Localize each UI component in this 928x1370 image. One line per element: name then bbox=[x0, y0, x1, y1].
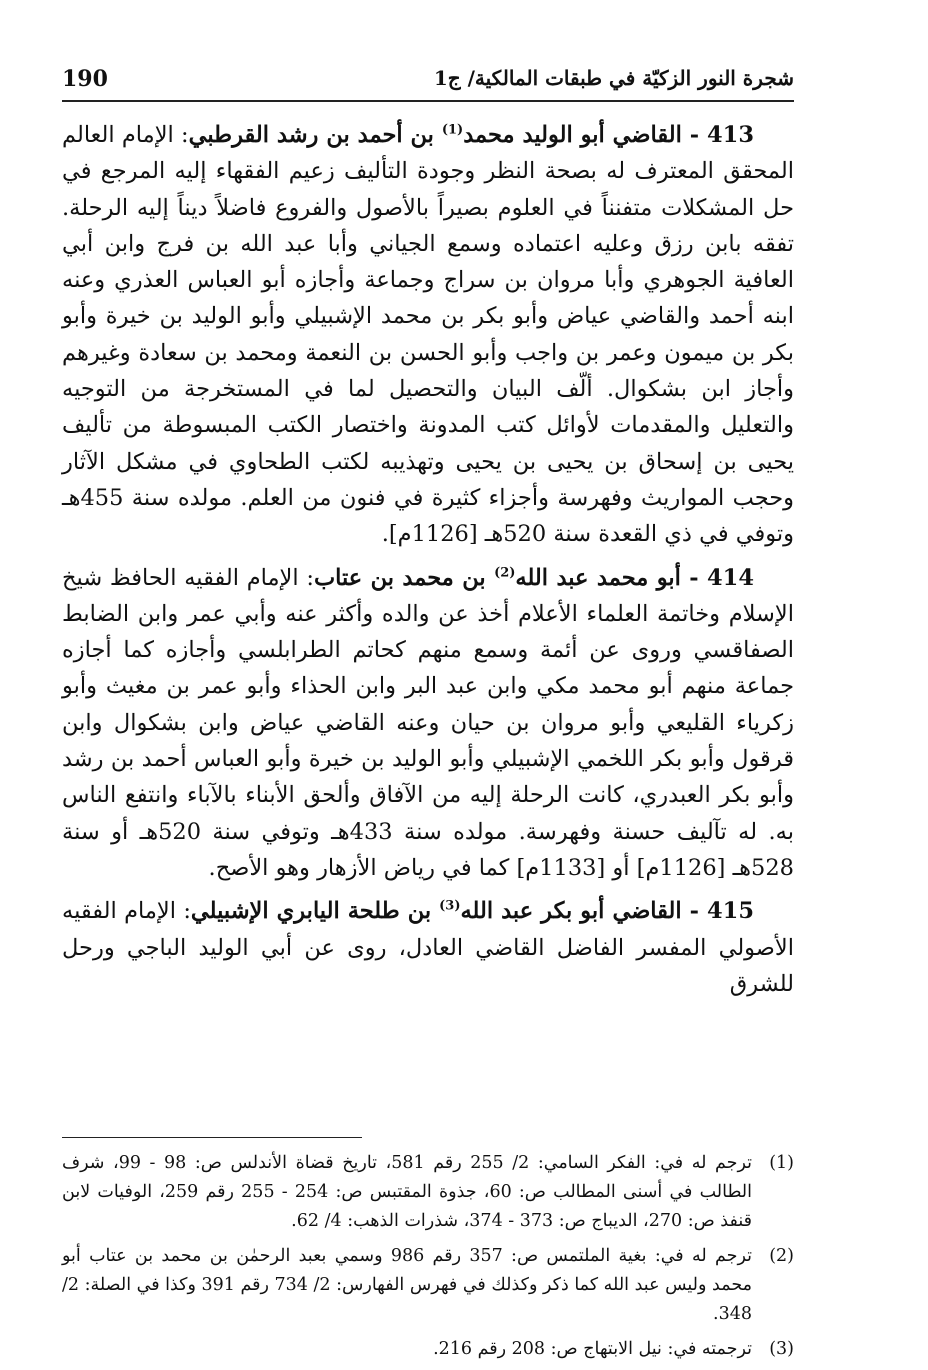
entry-415 bbox=[62, 893, 794, 1002]
footnote-2 bbox=[62, 1242, 794, 1329]
entry-413 bbox=[62, 117, 794, 553]
book-page bbox=[62, 62, 794, 1359]
footnote-1 bbox=[62, 1149, 794, 1236]
footnote-ref: (2) bbox=[494, 565, 516, 581]
entry-title: 414 - أبو محمد عبد الله bbox=[515, 564, 754, 591]
footnotes bbox=[62, 1149, 794, 1370]
entry-title: 413 - القاضي أبو الوليد محمد bbox=[463, 122, 754, 148]
entry-name: بن طلحة اليابري الإشبيلي bbox=[190, 898, 440, 925]
entry-title: 415 - القاضي أبو بكر عبد الله bbox=[460, 898, 754, 925]
footnote-ref: (1) bbox=[441, 122, 464, 138]
footnote-text: ترجم له في: الفكر السامي: 2/ 255 رقم 581، تاريخ قضاة الأندلس ص: 98 - 99، شرف الطالب في أسنى المطالب ص: 60، جذوة المقتبس ص: 254 - 255 رقم 259، الوفيات لابن قنفذ ص: 270، الديباج ص: 373 - 374، شذرات الذهب: 4/ 62. bbox=[62, 1153, 753, 1231]
footnote-number: (3) bbox=[769, 1339, 794, 1359]
page-number: 190 bbox=[62, 66, 108, 92]
footnote-divider bbox=[62, 1137, 362, 1138]
footnote-3 bbox=[62, 1335, 794, 1364]
footnote-text: ترجمته في: نيل الابتهاج ص: 208 رقم 216. bbox=[433, 1339, 752, 1359]
entry-name: بن محمد بن عتاب bbox=[313, 564, 495, 591]
entry-body: : الإمام العالم المحقق المعترف له بصحة النظر وجودة التأليف زعيم الفقهاء إليه المرجع في حل المشكلات متفنناً في العلوم بصيراً بالأصول والفروع فاضلاً ديناً إليه الرحلة. تفقه بابن رزق وعليه اعتماده وسمع الجياني وأبا عبد الله بن فرج وابن أبي العافية الجوهري وأبا مروان بن سراج وجماعة وأجازه أبو العباس العذري وعنه ابنه أحمد والقاضي عياض وأبو بكر بن محمد الإشبيلي وأبو الوليد بن خيرة وأبو بكر بن ميمون وعمر بن واجب وأبو الحسن بن النعمة ومحمد بن سعادة وغيرهم وأجاز ابن بشكوال. ألّف البيان والتحصيل لما في المستخرجة من التوجيه والتعليل والمقدمات لأوائل كتب المدونة واختصار الكتب المبسوطة من تأليف يحيى بن إسحاق بن يحيى بن يحيى وتهذيبه لكتب الطحاوي في مشكل الآثار وحجب المواريث وفهرسة وأجزاء كثيرة في فنون من العلم. مولده سنة 455هـ وتوفي في ذي القعدة سنة 520هـ [1126م]. bbox=[62, 122, 794, 548]
entry-heading bbox=[314, 565, 754, 591]
entry-414 bbox=[62, 560, 794, 887]
footnote-number: (1) bbox=[769, 1153, 794, 1173]
entry-heading bbox=[191, 898, 754, 924]
entry-heading bbox=[189, 122, 754, 148]
entry-body: : الإمام الفقيه الأصولي المفسر الفاضل القاضي العادل، روى عن أبي الوليد الباجي ورحل للشرق bbox=[62, 898, 794, 997]
footnote-text: ترجم له في: بغية الملتمس ص: 357 رقم 986 وسمي بعبد الرحمٰن بن محمد بن عتاب أبو محمد وليس عبد الله كما ذكر وكذلك في فهرس الفهارس: 2/ 734 رقم 391 وكذا في الصلة: 2/ 348. bbox=[62, 1246, 752, 1324]
page-header bbox=[62, 62, 794, 102]
running-title: شجرة النور الزكيّة في طبقات المالكية/ ج1 bbox=[433, 66, 794, 90]
entry-body: : الإمام الفقيه الحافظ شيخ الإسلام وخاتمة العلماء الأعلام أخذ عن والده وأكثر عنه وأبي عمر وابن الضابط الصفاقسي وروى عن أئمة وسمع منهم كحاتم الطرابلسي وأجازه كما أجازه جماعة منهم أبو محمد مكي وابن عبد البر وابن الحذاء وأبو عمر بن مغيث وأبو زكرياء القليعي وأبو مروان بن حيان وعنه القاضي عياض وابن بشكوال وابن قرقول وأبو بكر اللخمي الإشبيلي وأبو الوليد بن خيرة وأبو العباس أحمد بن رشد وأبو بكر العبدري، كانت الرحلة إليه من الآفاق وألحق الأبناء بالآباء وانتفع الناس به. له تآليف حسنة وفهرسة. مولده سنة 433هـ وتوفي سنة 520هـ أو سنة 528هـ [1126م] أو [1133م] كما في رياض الأزهار وهو الأصح. bbox=[62, 564, 794, 881]
footnote-number: (2) bbox=[769, 1246, 794, 1266]
main-text bbox=[62, 117, 794, 1009]
footnote-ref: (3) bbox=[439, 898, 461, 914]
entry-name: بن أحمد بن رشد القرطبي bbox=[188, 122, 442, 148]
